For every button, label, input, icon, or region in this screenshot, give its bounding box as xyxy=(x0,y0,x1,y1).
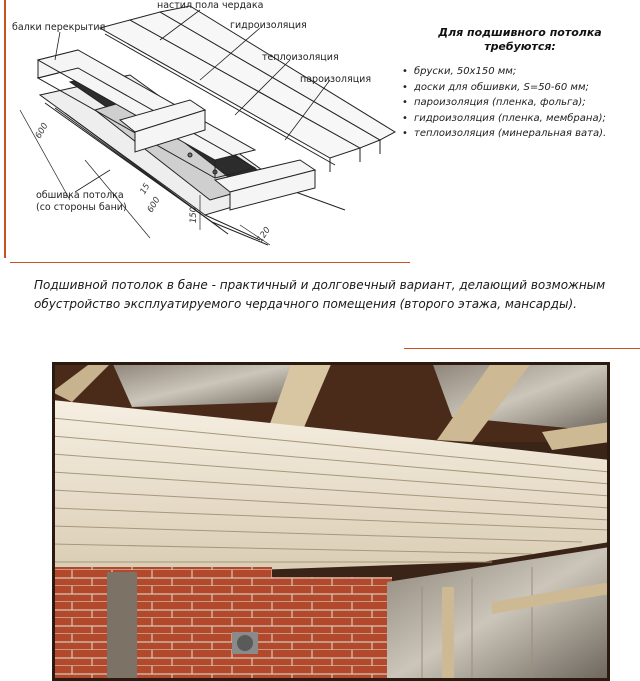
separator-line xyxy=(404,348,640,349)
brick-wall-left xyxy=(52,567,272,681)
label-floor-deck: настил пола чердака xyxy=(157,0,264,11)
dimension-150: 150 xyxy=(189,206,200,224)
foil-roof-left xyxy=(112,362,302,407)
label-ceiling-lining: обшивка потолка xyxy=(36,190,124,201)
bullet-icon: • xyxy=(402,128,408,139)
bullet-icon: • xyxy=(402,66,408,77)
list-item xyxy=(402,64,638,80)
bullet-icon: • xyxy=(402,97,408,108)
requirements-list xyxy=(402,64,638,142)
list-item-text: теплоизоляция (минеральная вата). xyxy=(414,128,607,139)
photo-illustration xyxy=(52,362,610,681)
dimension-15: 15 xyxy=(138,181,153,197)
bullet-icon: • xyxy=(402,81,408,93)
description-paragraph: Подшивной потолок в бане - практичный и долговечный вариант, делающий возможным обустройство эксплуатируемого чердачного помещения (второго этажа, мансарды). xyxy=(34,278,606,311)
list-item xyxy=(402,126,638,142)
dimension-120: 120 xyxy=(255,225,273,245)
separator-line xyxy=(10,262,410,263)
list-item-text: бруски, 50х150 мм; xyxy=(414,66,517,77)
label-floor-beams: балки перекрытия xyxy=(12,22,106,33)
requirements-title-line1: Для подшивного потолка xyxy=(438,26,602,39)
requirements-title-line2: требуются: xyxy=(484,40,556,53)
label-insulation: теплоизоляция xyxy=(262,52,339,63)
support-post xyxy=(107,572,137,681)
wooden-post xyxy=(442,587,454,681)
brick-wall-center xyxy=(252,577,392,681)
sauna-ceiling-photo xyxy=(52,362,610,681)
requirements-title xyxy=(402,26,638,54)
label-vapor-barrier: пароизоляция xyxy=(300,74,372,85)
list-item-text: гидроизоляция (пленка, мембрана); xyxy=(414,112,606,124)
list-item xyxy=(402,80,638,96)
bullet-icon: • xyxy=(402,112,408,124)
requirements-block xyxy=(402,26,638,142)
list-item-text: пароизоляция (пленка, фольга); xyxy=(414,97,586,108)
label-waterproofing: гидроизоляция xyxy=(230,20,307,31)
diagram-drawing xyxy=(0,0,400,262)
chimney-opening xyxy=(237,635,253,651)
label-ceiling-lining-note: (со стороны бани) xyxy=(36,202,127,213)
dimension-600-b: 600 xyxy=(145,195,163,215)
ceiling-construction-diagram xyxy=(0,0,400,262)
dimension-600-a: 600 xyxy=(33,121,51,141)
list-item xyxy=(402,111,638,127)
foil-wall-right xyxy=(387,547,610,681)
list-item-text: доски для обшивки, S=50-60 мм; xyxy=(414,81,589,93)
list-item xyxy=(402,95,638,111)
